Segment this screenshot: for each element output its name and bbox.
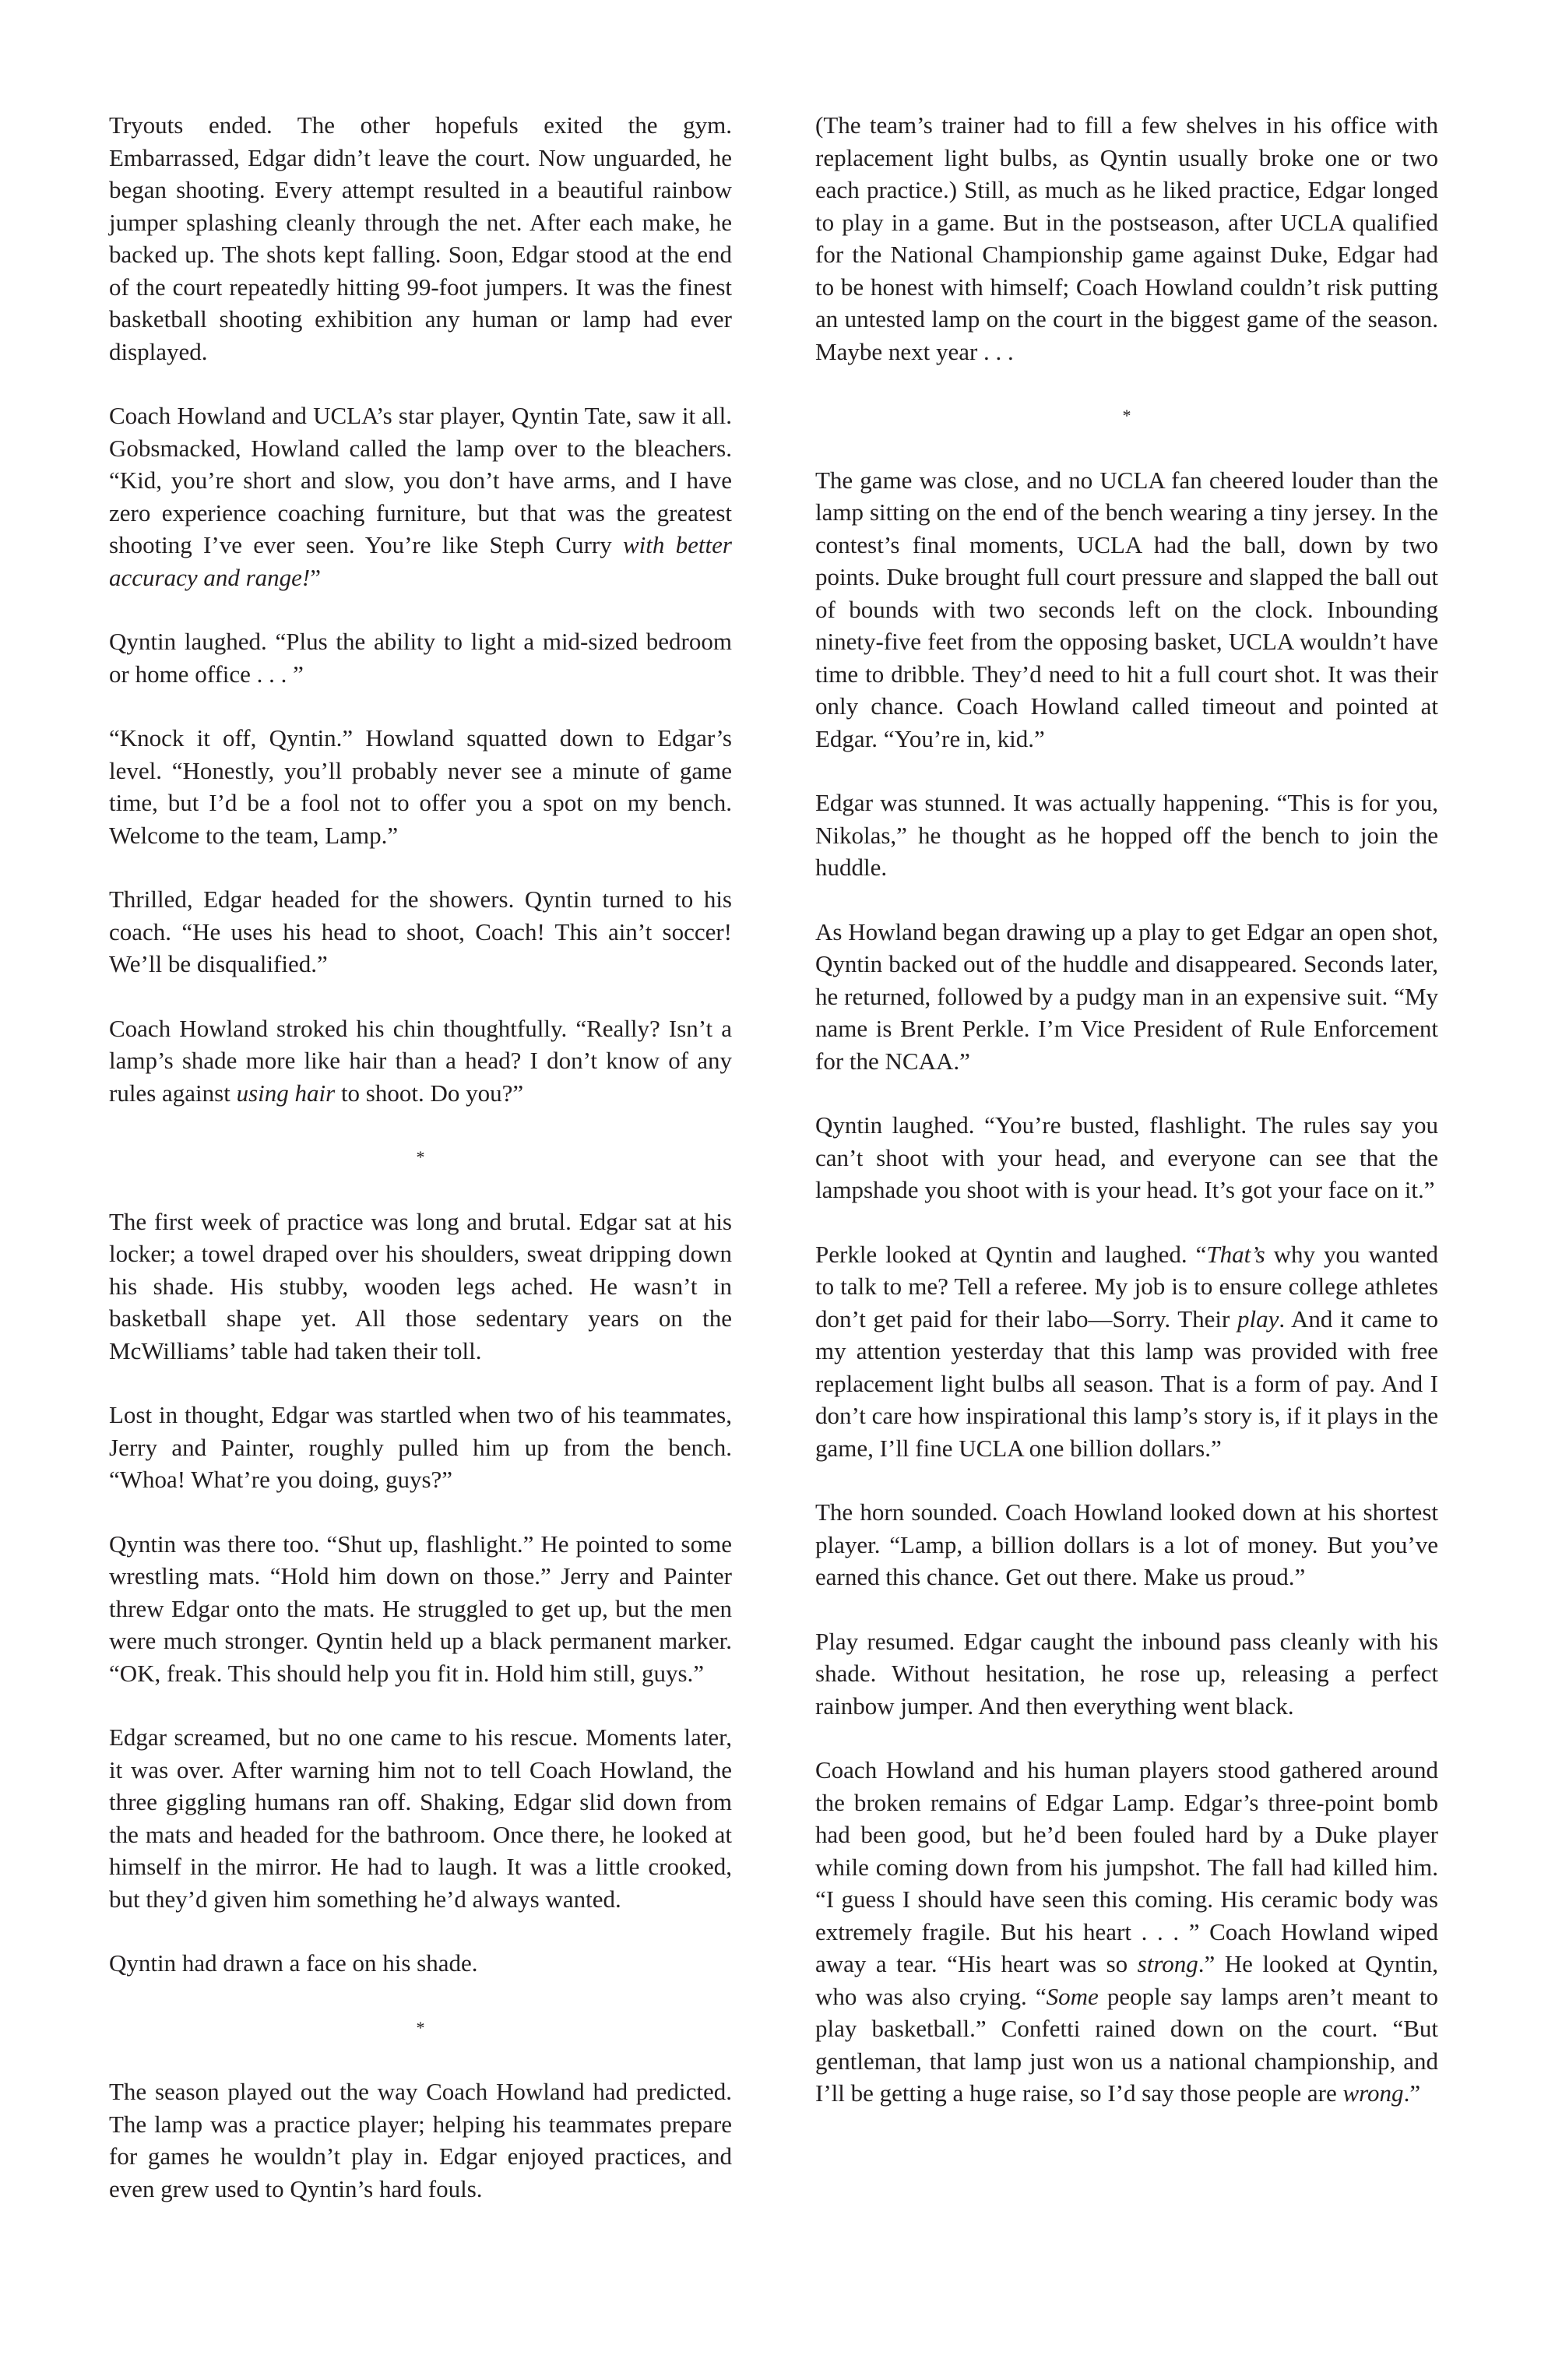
paragraph: (The team’s trainer had to fill a few shelves in his office with replacement light bulbs, as Qyntin usually broke one or two each practice.) Still, as much as he liked practice, Edgar longed to play in a game. But in the postseason, after UCLA qualified for the National Championship game against Duke, Edgar had to be honest with himself; Coach Howland couldn’t risk putting an untested lamp on the court in the biggest game of the season. Maybe next year . . . <box>815 111 1438 365</box>
paragraph: The season played out the way Coach Howland had predicted. The lamp was a practice player; helping his teammates prepare for games he wouldn’t play in. Edgar enjoyed practices, and even grew used to Qyntin’s hard fouls. <box>109 2078 732 2202</box>
text-run: why you wanted to talk to me? Tell a referee. My job is to ensure college athletes don’t get paid for their labo—Sorry. Their <box>815 1240 1439 1333</box>
text-run: .” He looked at Qyntin, who was also crying. “ <box>815 1950 1438 2010</box>
paragraph: Qyntin laughed. “You’re busted, flashlight. The rules say you can’t shoot with your head, and everyone can see that the lampshade you shoot with is your head. It’s got your face on it.” <box>815 1111 1438 1203</box>
paragraph: Thrilled, Edgar headed for the showers. Qyntin turned to his coach. “He uses his head to shoot, Coach! This ain’t soccer! We’ll be disqualified.” <box>109 885 732 977</box>
paragraph: Edgar screamed, but no one came to his rescue. Moments later, it was over. After warning him not to tell Coach Howland, the three giggling humans ran off. Shaking, Edgar slid down from the mats and headed for the bathroom. Once there, he looked at himself in the mirror. He had to laugh. It was a little crooked, but they’d given him something he’d always wanted. <box>109 1723 732 1913</box>
left-column <box>109 109 732 2205</box>
paragraph <box>109 1012 732 1110</box>
paragraph: Qyntin was there too. “Shut up, flashlight.” He pointed to some wrestling mats. “Hold him down on those.” Jerry and Painter threw Edgar onto the mats. He struggled to get up, but the men were much stronger. Qyntin held up a black permanent marker. “OK, freak. This should help you fit in. Hold him still, guys.” <box>109 1530 732 1687</box>
text-run: Coach Howland and his human players stood gathered around the broken remains of Edgar Lamp. Edgar’s three-point bomb had been good, but he’d been fouled hard by a Duke player while coming down from his jumpshot. The fall had killed him. “I guess I should have seen this coming. His ceramic body was extremely fragile. But his heart . . . ” Coach Howland wiped away a tear. “His heart was so <box>815 1756 1438 1977</box>
text-run: Coach Howland stroked his chin thoughtfully. “Really? Isn’t a lamp’s shade more like hair than a head? I don’t know of any rules against <box>109 1014 732 1107</box>
paragraph <box>815 1754 1438 2110</box>
italic-text: strong <box>1137 1950 1198 1977</box>
paragraph: The game was close, and no UCLA fan cheered louder than the lamp sitting on the end of the bench wearing a tiny jersey. In the contest’s final moments, UCLA had the ball, down by two points. Duke brought full court pressure and slapped the ball out of bounds with two seconds left on the clock. Inbounding ninety-five feet from the opposing basket, UCLA wouldn’t have time to dribble. They’d need to hit a full court shot. It was their only chance. Coach Howland called timeout and pointed at Edgar. “You’re in, kid.” <box>815 466 1438 752</box>
paragraph: The horn sounded. Coach Howland looked down at his shortest player. “Lamp, a billion dollars is a lot of money. But you’ve earned this chance. Get out there. Make us proud.” <box>815 1498 1438 1590</box>
italic-text: with better accuracy and range! <box>109 531 732 591</box>
paragraph: Tryouts ended. The other hopefuls exited the gym. Embarrassed, Edgar didn’t leave the court. Now unguarded, he began shooting. Every attempt resulted in a beautiful rainbow jumper splashing cleanly through the net. After each make, he backed up. The shots kept falling. Soon, Edgar stood at the end of the court repeatedly hitting 99-foot jumpers. It was the finest basketball shooting exhibition any human or lamp had ever displayed. <box>109 111 732 365</box>
text-run: ” <box>310 563 322 591</box>
text-run: . And it came to my attention yesterday that this lamp was provided with free replacement light bulbs all season. That is a form of pay. And I don’t care how inspirational this lamp’s story is, if it plays in the game, I’ll fine UCLA one billion dollars.” <box>815 1304 1438 1462</box>
section-separator: * <box>416 1147 425 1167</box>
paragraph: “Knock it off, Qyntin.” Howland squatted down to Edgar’s level. “Honestly, you’ll probably never see a minute of game time, but I’d be a fool not to offer you a spot on my bench. Welcome to the team, Lamp.” <box>109 724 732 849</box>
text-run: to shoot. Do you?” <box>335 1079 524 1107</box>
paragraph: Qyntin had drawn a face on his shade. <box>109 1949 478 1977</box>
paragraph: Qyntin laughed. “Plus the ability to light a mid-sized bedroom or home office . . . ” <box>109 628 732 688</box>
text-run: people say lamps aren’t meant to play basketball.” Confetti rained down on the court. “But gentleman, that lamp just won us a national championship, and I’ll be getting a huge raise, so I’d say those people are <box>815 1982 1438 2107</box>
section-separator: * <box>416 2017 425 2037</box>
paragraph: As Howland began drawing up a play to get Edgar an open shot, Qyntin backed out of the huddle and disappeared. Seconds later, he returned, followed by a pudgy man in an expensive suit. “My name is Brent Perkle. I’m Vice President of Rule Enforcement for the NCAA.” <box>815 917 1438 1075</box>
italic-text: Some <box>1046 1982 1099 2010</box>
italic-text: using hair <box>236 1079 336 1107</box>
paragraph: Play resumed. Edgar caught the inbound pass cleanly with his shade. Without hesitation, he rose up, releasing a perfect rainbow jumper. And then everything went black. <box>815 1627 1438 1720</box>
italic-text: play <box>1237 1304 1279 1333</box>
text-run: Coach Howland and UCLA’s star player, Qyntin Tate, saw it all. Gobsmacked, Howland called the lamp over to the bleachers. “Kid, you’re short and slow, you don’t have arms, and I have zero experience coaching furniture, but that was the greatest shooting I’ve ever seen. You’re like Steph Curry <box>109 402 732 558</box>
paragraph: Edgar was stunned. It was actually happening. “This is for you, Nikolas,” he thought as he hopped off the bench to join the huddle. <box>815 789 1438 881</box>
paragraph: The first week of practice was long and brutal. Edgar sat at his locker; a towel draped over his shoulders, sweat dripping down his shade. His stubby, wooden legs ached. He wasn’t in basketball shape yet. All those sedentary years on the McWilliams’ table had taken their toll. <box>109 1207 732 1364</box>
paragraph <box>815 1238 1438 1465</box>
text-run: Perkle looked at Qyntin and laughed. “ <box>815 1240 1207 1268</box>
paragraph <box>109 400 732 593</box>
right-column <box>815 109 1438 2110</box>
section-separator: * <box>1122 406 1131 425</box>
text-run: .” <box>1403 2079 1421 2107</box>
italic-text: wrong <box>1342 2079 1404 2107</box>
paragraph: Lost in thought, Edgar was startled when two of his teammates, Jerry and Painter, roughly pulled him up from the bench. “Whoa! What’re you doing, guys?” <box>109 1401 732 1493</box>
italic-text: That’s <box>1206 1240 1265 1268</box>
